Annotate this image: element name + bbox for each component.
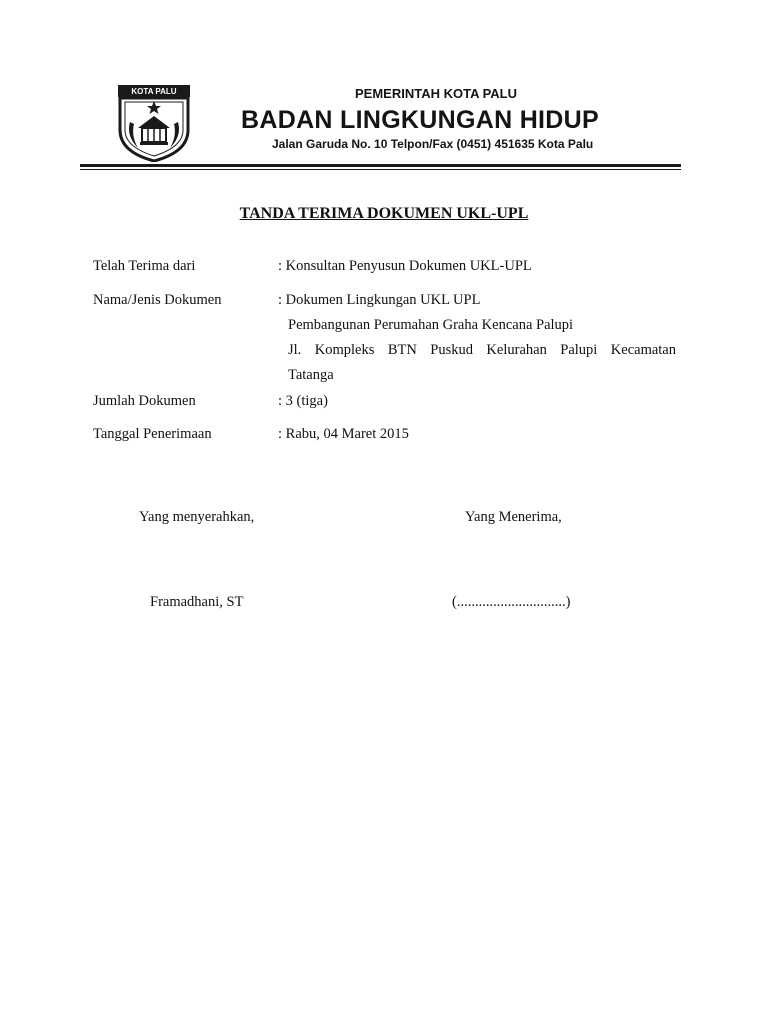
signature-heading-recipient: Yang Menerima, (465, 509, 562, 525)
logo-text: KOTA PALU (131, 87, 177, 96)
field-value-received-date: : Rabu, 04 Maret 2015 (278, 426, 409, 442)
field-value-document-name: : Dokumen Lingkungan UKL UPL (278, 292, 481, 308)
signature-name-recipient: (..............................) (452, 594, 571, 610)
signature-heading-submitter: Yang menyerahkan, (139, 509, 255, 525)
kota-palu-emblem-logo (116, 84, 192, 162)
field-label-received-from: Telah Terima dari (93, 258, 196, 274)
letterhead-rule-thin (80, 169, 681, 170)
agency-address: Jalan Garuda No. 10 Telpon/Fax (0451) 451635 Kota Palu (272, 137, 594, 151)
government-name: PEMERINTAH KOTA PALU (355, 86, 518, 101)
document-name-line-2: Pembangunan Perumahan Graha Kencana Palupi (288, 317, 574, 333)
letterhead (80, 80, 681, 174)
field-label-document-name: Nama/Jenis Dokumen (93, 292, 222, 308)
field-value-document-count: : 3 (tiga) (278, 393, 328, 409)
field-label-received-date: Tanggal Penerimaan (93, 426, 212, 442)
document-name-line-3: Jl. Kompleks BTN Puskud Kelurahan Palupi Kecamatan (288, 342, 676, 358)
document-name-line-4: Tatanga (288, 367, 334, 383)
signature-name-submitter: Framadhani, ST (150, 594, 244, 610)
field-value-received-from: : Konsultan Penyusun Dokumen UKL-UPL (278, 258, 532, 274)
field-label-document-count: Jumlah Dokumen (93, 393, 196, 409)
agency-name: BADAN LINGKUNGAN HIDUP (241, 106, 599, 134)
letterhead-rule-thick (80, 164, 681, 167)
document-title: TANDA TERIMA DOKUMEN UKL-UPL (239, 205, 529, 222)
